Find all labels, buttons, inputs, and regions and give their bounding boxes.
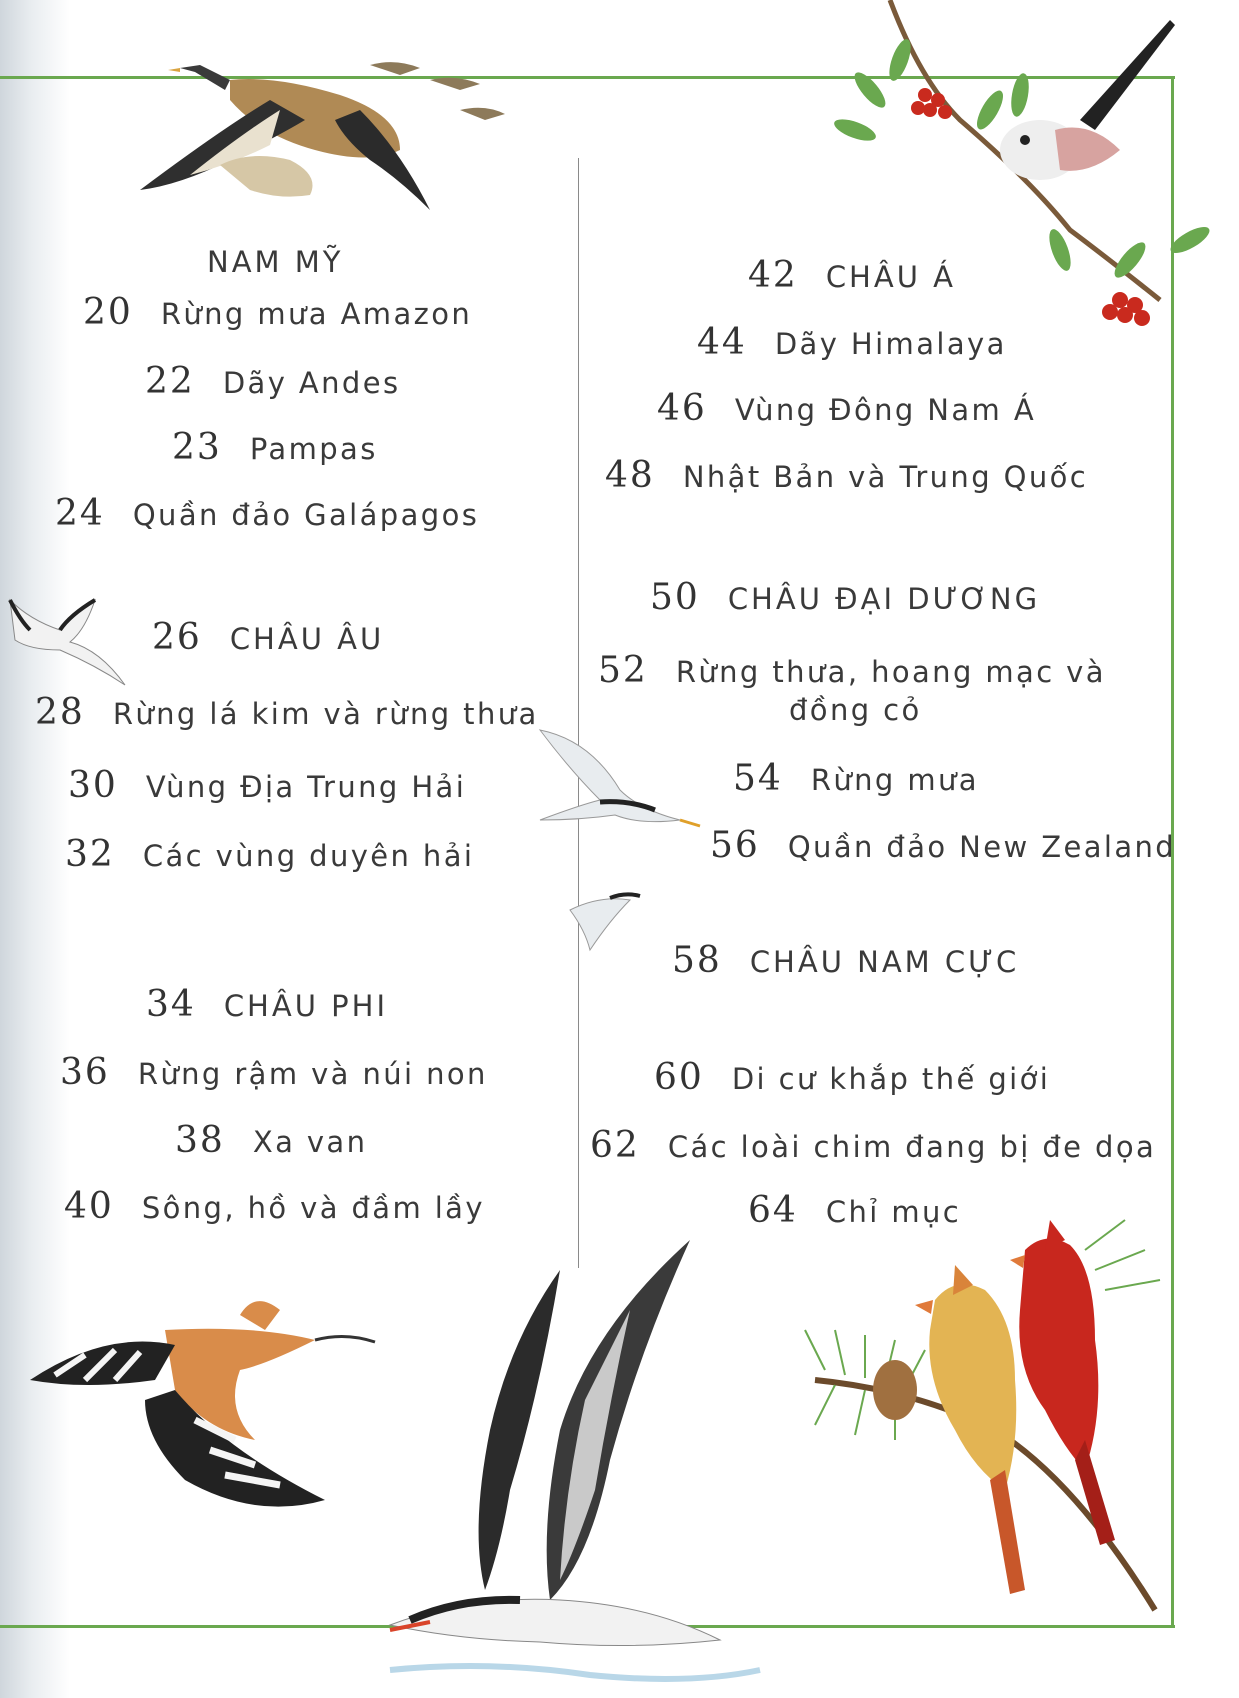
entry-title: Quần đảo Galápagos (132, 498, 480, 532)
page-number: 38 (175, 1120, 225, 1161)
entry-title: Pampas (249, 432, 378, 466)
page-number: 44 (697, 322, 747, 363)
section-title: CHÂU NAM CỰC (749, 945, 1020, 979)
toc-entry-pampas[interactable] (172, 427, 378, 468)
page-number: 48 (605, 455, 655, 496)
entry-title: Rừng mưa (810, 763, 979, 797)
toc-entry-savanna[interactable] (175, 1120, 367, 1161)
toc-entry-rainforest[interactable] (733, 758, 979, 799)
section-title: CHÂU PHI (223, 989, 388, 1023)
toc-entry-coniferous-forest[interactable] (35, 692, 539, 733)
tern-pair-icon (530, 720, 700, 970)
entry-title-continuation: đồng cỏ (789, 693, 922, 727)
section-title: CHÂU Á (825, 260, 956, 294)
page-number: 52 (598, 650, 648, 691)
page-number: 64 (748, 1190, 798, 1231)
entry-title: Rừng thưa, hoang mạc và (675, 655, 1106, 689)
entry-title: Vùng Địa Trung Hải (145, 770, 467, 804)
page-number: 23 (172, 427, 222, 468)
toc-entry-southeast-asia[interactable] (657, 388, 1036, 429)
entry-title: Rừng mưa Amazon (160, 297, 473, 331)
toc-section-asia[interactable] (748, 255, 956, 296)
toc-entry-amazon[interactable] (83, 292, 472, 333)
page-number: 34 (146, 984, 196, 1025)
section-heading-south-america: NAM MỸ (207, 245, 344, 279)
page-number: 50 (650, 577, 700, 618)
entry-title: Nhật Bản và Trung Quốc (682, 460, 1089, 494)
toc-entry-woodland-desert-grassland[interactable] (598, 650, 1106, 691)
page-number: 46 (657, 388, 707, 429)
toc-entry-andes[interactable] (145, 361, 400, 402)
hoopoe-icon (25, 1270, 385, 1550)
page-number: 56 (710, 825, 760, 866)
entry-title: Các loài chim đang bị đe dọa (667, 1130, 1157, 1164)
entry-title: Dãy Andes (222, 366, 401, 400)
toc-entry-jungles-mountains[interactable] (60, 1052, 488, 1093)
toc-entry-japan-china[interactable] (605, 455, 1088, 496)
page-number: 22 (145, 361, 195, 402)
toc-entry-endangered-birds[interactable] (590, 1125, 1156, 1166)
toc-section-europe[interactable] (152, 617, 384, 658)
page-number: 42 (748, 255, 798, 296)
column-divider (578, 158, 579, 1268)
goose-flock-icon (100, 40, 560, 220)
entry-title: Chỉ mục (825, 1195, 962, 1229)
page-number: 20 (83, 292, 133, 333)
section-title: CHÂU ÂU (229, 622, 385, 656)
page-number: 62 (590, 1125, 640, 1166)
toc-entry-coastal-regions[interactable] (65, 834, 474, 875)
toc-section-oceania[interactable] (650, 577, 1040, 618)
white-crane-icon (0, 580, 130, 690)
toc-entry-migration[interactable] (654, 1057, 1050, 1098)
entry-title: Vùng Đông Nam Á (734, 393, 1037, 427)
skimmer-icon (390, 1230, 760, 1698)
toc-entry-himalaya[interactable] (697, 322, 1007, 363)
page-number: 54 (733, 758, 783, 799)
entry-title: Sông, hồ và đầm lầy (141, 1191, 485, 1225)
section-title: CHÂU ĐẠI DƯƠNG (727, 582, 1041, 616)
toc-entry-mediterranean[interactable] (68, 765, 466, 806)
page-number: 24 (55, 493, 105, 534)
toc-section-africa[interactable] (146, 984, 388, 1025)
page-number: 58 (672, 940, 722, 981)
entry-title: Dãy Himalaya (774, 327, 1007, 361)
entry-title: Quần đảo New Zealand (787, 830, 1177, 864)
page-number: 30 (68, 765, 118, 806)
toc-entry-galapagos[interactable] (55, 493, 479, 534)
toc-entry-new-zealand[interactable] (710, 825, 1176, 866)
toc-entry-rivers-lakes[interactable] (64, 1186, 485, 1227)
cardinals-on-pine-icon (795, 1210, 1175, 1630)
page-number: 28 (35, 692, 85, 733)
toc-section-antarctica[interactable] (672, 940, 1019, 981)
page-number: 40 (64, 1186, 114, 1227)
page-number: 60 (654, 1057, 704, 1098)
entry-title: Rừng lá kim và rừng thưa (112, 697, 539, 731)
entry-title: Di cư khắp thế giới (731, 1062, 1051, 1096)
page-number: 26 (152, 617, 202, 658)
entry-title: Xa van (252, 1125, 368, 1159)
entry-title: Các vùng duyên hải (142, 839, 475, 873)
toc-entry-index[interactable] (748, 1190, 961, 1231)
page-number: 36 (60, 1052, 110, 1093)
page-number: 32 (65, 834, 115, 875)
entry-title: Rừng rậm và núi non (137, 1057, 488, 1091)
